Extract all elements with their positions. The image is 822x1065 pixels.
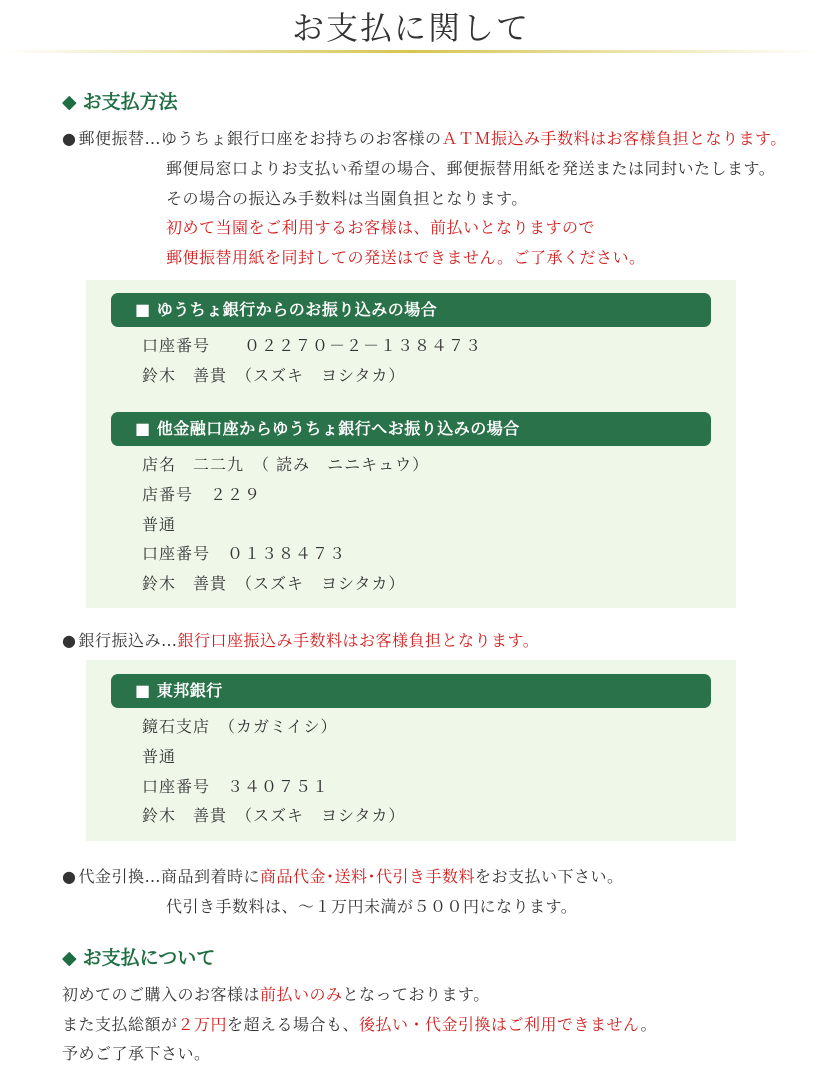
cod-fees: 商品代金･送料･代引き手数料 — [259, 867, 475, 886]
bullet-icon: ● — [62, 129, 77, 148]
section-heading-about-payment — [62, 946, 215, 970]
amount-limit: ２万円 — [177, 1015, 228, 1034]
other-account-number: 口座番号 ０１３８４７３ — [142, 544, 347, 563]
toho-bar: ■ 東邦銀行 — [111, 674, 711, 708]
postal-line-5: 郵便振替用紙を同封しての発送はできません。ご了承ください。 — [166, 248, 646, 267]
section-heading-text: お支払方法 — [82, 91, 178, 113]
postal-line-4: 初めて当園をご利用するお客様は、前払いとなりますので — [166, 218, 596, 237]
diamond-icon: ◆ — [62, 947, 77, 969]
about-l2-mid: を超える場合も、 — [227, 1015, 360, 1034]
about-l1-text: 初めてのご購入のお客様は — [62, 985, 261, 1004]
about-l2-text: また支払総額が — [62, 1015, 178, 1034]
yucho-account-holder: 鈴木 善貴 （スズキ ヨシタカ） — [142, 366, 406, 385]
postal-fee-note: ＡＴＭ振込み手数料はお客様負担となります。 — [441, 129, 787, 148]
bullet-icon: ● — [62, 867, 77, 886]
cod-fee-note: 代引き手数料は、～１万円未満が５００円になります。 — [166, 897, 578, 916]
toho-account-number: 口座番号 ３４０７５１ — [142, 777, 330, 796]
postal-line-2: 郵便局窓口よりお支払い希望の場合、郵便振替用紙を発送または同封いたします。 — [166, 159, 776, 178]
toho-bank-panel — [86, 660, 736, 841]
restriction-note: 後払い・代金引換はご利用できません — [359, 1015, 641, 1034]
postal-transfer-line — [62, 128, 787, 150]
about-l2-end: 。 — [640, 1015, 658, 1034]
page-title: お支払に関して — [291, 9, 530, 47]
about-line-1 — [62, 984, 490, 1006]
cod-line — [62, 866, 624, 888]
section-heading-text: お支払について — [82, 947, 216, 969]
bank-fee-note: 銀行口座振込み手数料はお客様負担となります。 — [177, 631, 540, 650]
bullet-icon: ● — [62, 631, 77, 650]
toho-account-type: 普通 — [142, 747, 177, 766]
other-bank-bar: ■ 他金融口座からゆうちょ銀行へお振り込みの場合 — [111, 412, 711, 446]
title-underline — [0, 50, 822, 53]
about-line-2 — [62, 1014, 657, 1036]
toho-branch: 鏡石支店 （カガミイシ） — [142, 717, 338, 736]
cod-tail: をお支払い下さい。 — [475, 867, 624, 886]
yucho-bar: ■ ゆうちょ銀行からのお振り込みの場合 — [111, 293, 711, 327]
postal-line-3: その場合の振込み手数料は当園負担となります。 — [166, 189, 528, 208]
diamond-icon: ◆ — [62, 91, 77, 113]
bank-transfer-line — [62, 630, 539, 652]
prepay-only: 前払いのみ — [260, 985, 343, 1004]
account-type: 普通 — [142, 515, 177, 534]
toho-account-holder: 鈴木 善貴 （スズキ ヨシタカ） — [142, 806, 406, 825]
branch-number: 店番号 ２２９ — [142, 485, 262, 504]
about-l1-tail: となっております。 — [342, 985, 490, 1004]
yucho-account-panel — [86, 280, 736, 608]
yucho-account-number: 口座番号 ０２２７０－２－１３８４７３ — [142, 336, 483, 355]
cod-lead: 代金引換…商品到着時に — [78, 867, 260, 886]
other-account-holder: 鈴木 善貴 （スズキ ヨシタカ） — [142, 574, 406, 593]
bank-lead: 銀行振込み… — [78, 631, 178, 650]
branch-name: 店名 二二九 （ 読み ニニキュウ） — [142, 455, 430, 474]
about-line-3: 予めご了承下さい。 — [62, 1044, 211, 1063]
postal-lead: 郵便振替…ゆうちょ銀行口座をお持ちのお客様の — [78, 129, 442, 148]
section-heading-payment-method — [62, 90, 178, 114]
